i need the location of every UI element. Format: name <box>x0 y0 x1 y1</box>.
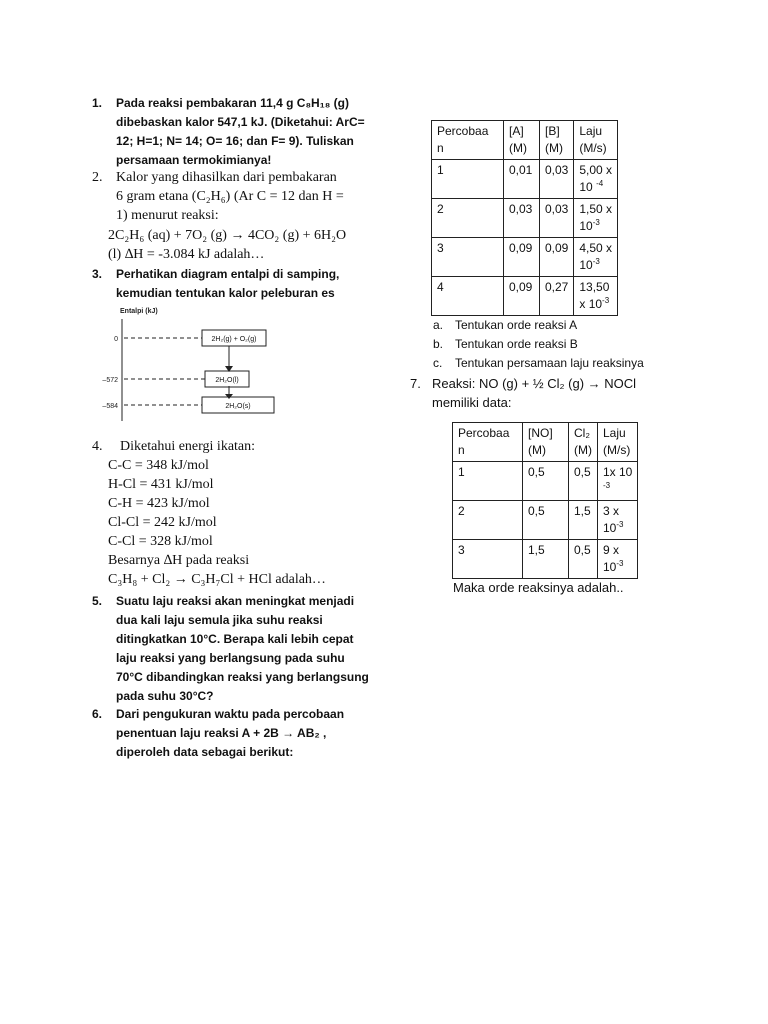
header-cell: Cl₂ (M) <box>569 423 598 462</box>
q1-line: Pada reaksi pembakaran 11,4 g C₈H₁₈ (g) <box>116 96 349 110</box>
header-cell: Percobaa n <box>432 121 504 160</box>
table-header-row <box>432 121 618 160</box>
rate-cell: 3 x $10^{-3}$ <box>598 501 638 540</box>
q2-line: Kalor yang dihasilkan dari pembakaran <box>116 170 337 185</box>
table-row <box>453 462 638 501</box>
bond-energy: C-Cl = 328 kJ/mol <box>108 534 213 549</box>
table-cell: 3 <box>453 540 523 579</box>
q7-line: Reaksi: NO (g) + ½ Cl₂ (g) → NOCl <box>432 376 637 391</box>
q5-line: 70°C dibandingkan reaksi yang berlangsung <box>116 670 369 684</box>
q3-line: kemudian tentukan kalor peleburan es <box>116 286 335 300</box>
table-row <box>453 540 638 579</box>
question-number: 3. <box>92 267 103 281</box>
sub-question: Tentukan orde reaksi B <box>455 337 578 351</box>
bond-energy: Cl-Cl = 242 kJ/mol <box>108 515 217 530</box>
rate-cell: 9 x $10^{-3}$ <box>598 540 638 579</box>
q5-line: ditingkatkan 10°C. Berapa kali lebih cepat <box>116 632 354 646</box>
enthalpy-tick-label: 0 <box>114 336 118 343</box>
question-number: 2. <box>92 170 103 185</box>
table-header-row <box>453 423 638 462</box>
header-cell: [A] (M) <box>504 121 540 160</box>
bond-energy: C-H = 423 kJ/mol <box>108 496 210 511</box>
table-cell: 0,03 <box>540 199 574 238</box>
q1-line: 12; H=1; N= 14; O= 16; dan F= 9). Tuliskan <box>116 134 354 148</box>
q1-line: dibebaskan kalor 547,1 kJ. (Diketahui: ArC= <box>116 115 365 129</box>
question-number: 5. <box>92 594 103 608</box>
sub-letter: a. <box>433 318 444 332</box>
header-cell: Laju (M/s) <box>574 121 618 160</box>
table-cell: 0,09 <box>504 238 540 277</box>
header-cell: [B] (M) <box>540 121 574 160</box>
table-cell: 0,03 <box>504 199 540 238</box>
question-number: 7. <box>410 376 421 391</box>
q3-line: Perhatikan diagram entalpi di samping, <box>116 267 340 281</box>
table-cell: 3 <box>432 238 504 277</box>
diagram-ylabel: Entalpi (kJ) <box>120 308 158 315</box>
q1-line: persamaan termokimianya! <box>116 153 272 167</box>
table-cell: 0,01 <box>504 160 540 199</box>
enthalpy-diagram <box>102 304 287 426</box>
q4-question: Besarnya ∆H pada reaksi <box>108 553 250 568</box>
rate-cell: 4,50 x $10^{-3}$ <box>574 238 618 277</box>
table-cell: 4 <box>432 277 504 316</box>
table-cell: 0,03 <box>540 160 574 199</box>
q4-reaction: C₃H₈ + Cl₂ → C₃H₇Cl + HCl adalah… <box>108 572 326 587</box>
q7-line: memiliki data: <box>432 395 512 410</box>
q2-equation-tail: (l) ∆H = -3.084 kJ adalah… <box>108 247 265 262</box>
bond-list <box>108 456 326 589</box>
enthalpy-tick-label: –584 <box>102 403 118 410</box>
sub-question: Tentukan orde reaksi A <box>455 318 578 332</box>
q6-line: diperoleh data sebagai berikut: <box>116 745 294 759</box>
table-cell: 1 <box>453 462 523 501</box>
question-number: 4. <box>92 439 103 454</box>
rate-cell: 1x 10 $^{-3}$ <box>598 462 638 501</box>
rate-data-table-6 <box>431 120 618 316</box>
header-cell: Laju (M/s) <box>598 423 638 462</box>
sub-question: Tentukan persamaan laju reaksinya <box>455 356 644 370</box>
rate-cell: 13,50 x $10^{-3}$ <box>574 277 618 316</box>
bond-energy: C-C = 348 kJ/mol <box>108 458 209 473</box>
bond-energy: H-Cl = 431 kJ/mol <box>108 477 214 492</box>
header-cell: [NO] (M) <box>523 423 569 462</box>
question-number: 1. <box>92 96 103 110</box>
q2-line: 1) menurut reaksi: <box>116 208 219 223</box>
table-cell: 2 <box>432 199 504 238</box>
table-cell: 2 <box>453 501 523 540</box>
enthalpy-level-label: 2H₂O(s) <box>225 403 251 410</box>
table-cell: 1,5 <box>569 501 598 540</box>
q4-intro: Diketahui energi ikatan: <box>120 439 256 454</box>
sub-letter: b. <box>433 337 444 351</box>
table-row <box>453 501 638 540</box>
question-number: 6. <box>92 707 103 721</box>
q6-line: penentuan laju reaksi A + 2B → AB₂ , <box>116 726 327 740</box>
table-cell: 1,5 <box>523 540 569 579</box>
rate-cell: 1,50 x $10^{-3}$ <box>574 199 618 238</box>
table-cell: 1 <box>432 160 504 199</box>
table-row <box>432 277 618 316</box>
rate-data-table-7 <box>452 422 638 579</box>
rate-cell: 5,00 x 10 $^{-4}$ <box>574 160 618 199</box>
enthalpy-level-label: 2H₂O(l) <box>215 377 239 384</box>
q2-line: 6 gram etana (C₂H₆) (Ar C = 12 dan H = <box>116 189 344 204</box>
table-row <box>432 238 618 277</box>
table-cell: 0,09 <box>504 277 540 316</box>
table-cell: 0,5 <box>523 462 569 501</box>
q5-line: pada suhu 30°C? <box>116 689 214 703</box>
q7-closing: Maka orde reaksinya adalah.. <box>453 580 624 595</box>
q6-line: Dari pengukuran waktu pada percobaan <box>116 707 345 721</box>
table-cell: 0,09 <box>540 238 574 277</box>
q2-equation: 2C₂H₆ (aq) + 7O₂ (g) → 4CO₂ (g) + 6H₂O <box>108 228 347 243</box>
header-cell: Percobaa n <box>453 423 523 462</box>
table-row <box>432 160 618 199</box>
table-row <box>432 199 618 238</box>
q5-line: laju reaksi yang berlangsung pada suhu <box>116 651 345 665</box>
q5-line: dua kali laju semula jika suhu reaksi <box>116 613 323 627</box>
q5-line: Suatu laju reaksi akan meningkat menjadi <box>116 594 355 608</box>
table-cell: 0,5 <box>569 540 598 579</box>
enthalpy-tick-label: –572 <box>102 377 118 384</box>
table-cell: 0,27 <box>540 277 574 316</box>
enthalpy-level-label: 2H₂(g) + O₂(g) <box>211 336 257 343</box>
sub-letter: c. <box>433 356 443 370</box>
table-cell: 0,5 <box>523 501 569 540</box>
table-cell: 0,5 <box>569 462 598 501</box>
q6-subquestions <box>433 316 753 376</box>
